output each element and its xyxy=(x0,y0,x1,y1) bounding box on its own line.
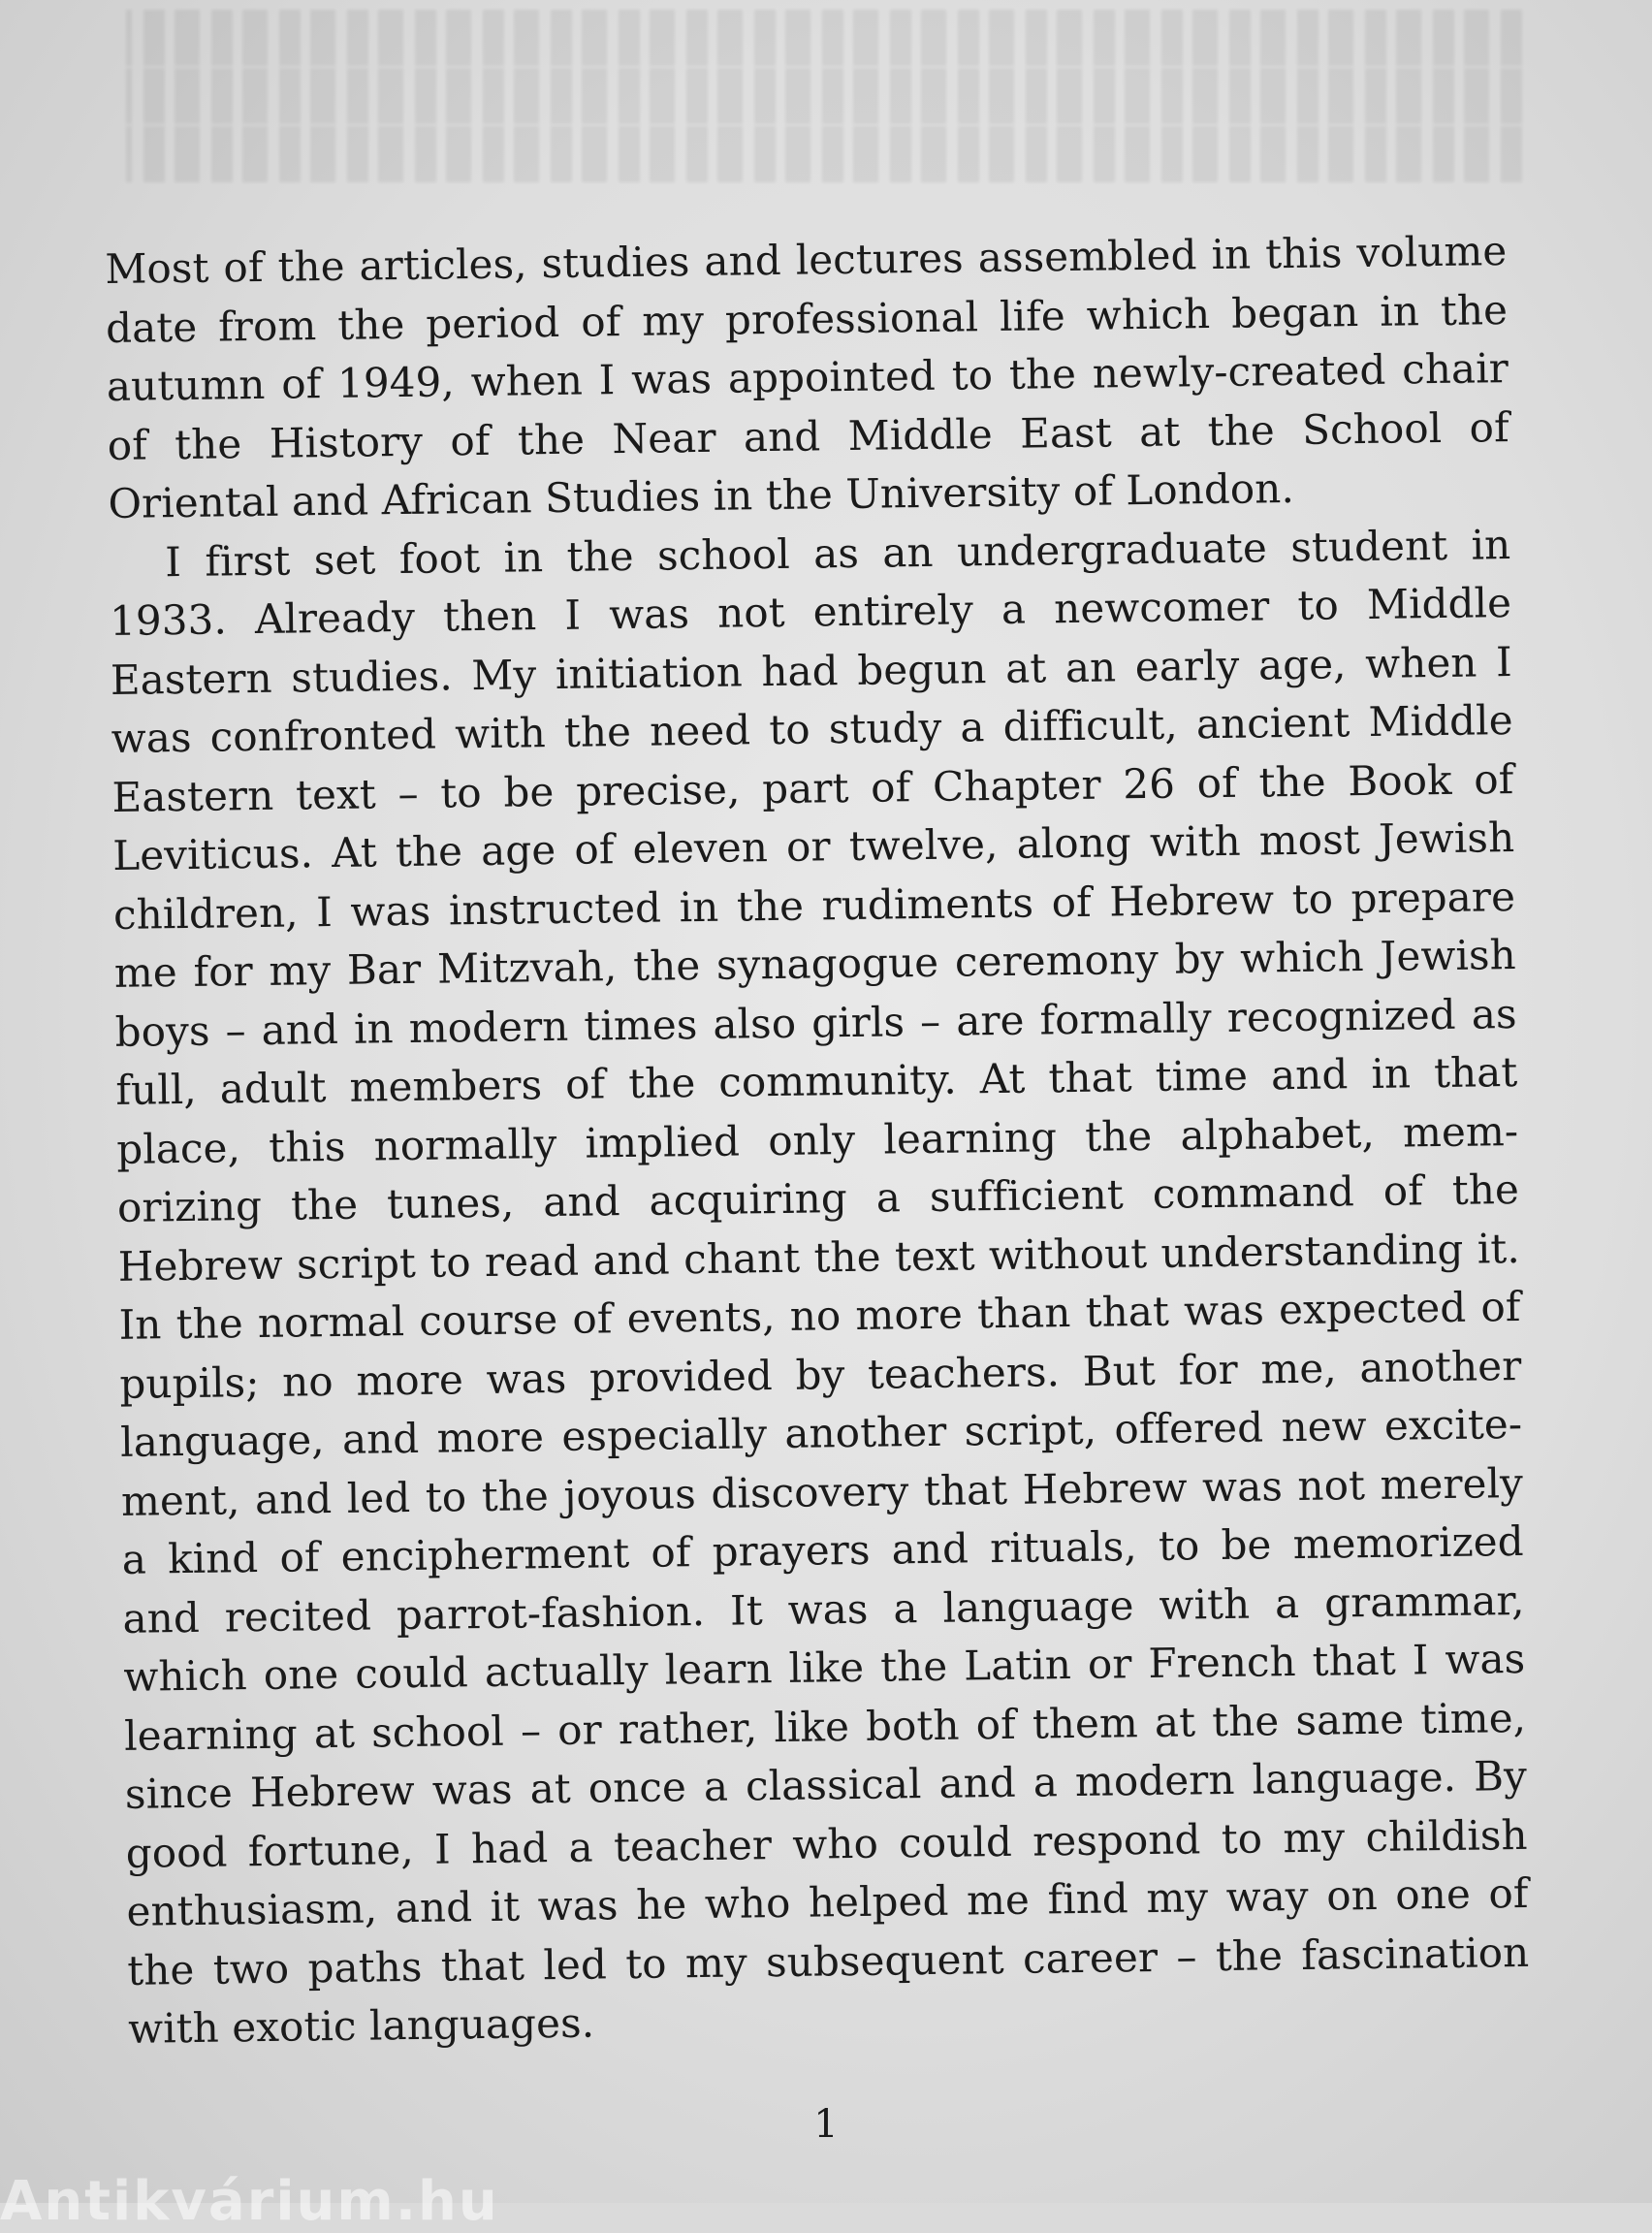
paragraph-1: Most of the articles, studies and lectures assembled in this volume date from the period of my professional life which began in the autumn of 1949, when I was appointed to the newly-created chair of the History of the Near and Middle East at the School of Oriental and African Studies in the University of London. xyxy=(105,227,1509,527)
body-text xyxy=(105,222,1530,2058)
page-number: 1 xyxy=(813,2102,839,2147)
paragraph-2: I first set foot in the school as an undergraduate student in 1933. Already then I was not entirely a newcomer to Middle Eastern studies. My initiation had begun at an early age, when I was confronted with the need to study a difficult, ancient Middle Eastern text – to be precise, part of Chapter 26 of the Book of Leviticus. At the age of eleven or twelve, along with most Jewish children, I was instructed in the rudiments of Hebrew to prepare me for my Bar Mitzvah, the synagogue ceremony by which Jewish boys – and in modern times also girls – are formally recognized as full, adult members of the community. At that time and in that place, this normally implied only learning the alphabet, mem-orizing the tunes, and acquiring a sufficient command of the Hebrew script to read and chant the text without understanding it. In the normal course of events, no more than that was expected of pupils; no more was provided by teachers. But for me, another language, and more especially another script, offered new excite-ment, and led to the joyous discovery that Hebrew was not merely a kind of encipherment of prayers and rituals, to be memorized and recited parrot-fashion. It was a language with a grammar, which one could actually learn like the Latin or French that I was learning at school – or rather, like both of them at the same time, since Hebrew was at once a classical and a modern language. By good fortune, I had a teacher who could respond to my childish enthusiasm, and it was he who helped me find my way on one of the two paths that led to my subsequent career – the fascination with exotic languages. xyxy=(109,520,1530,2053)
show-through-text xyxy=(126,10,1522,213)
watermark: Antikvárium.hu xyxy=(0,2170,499,2233)
